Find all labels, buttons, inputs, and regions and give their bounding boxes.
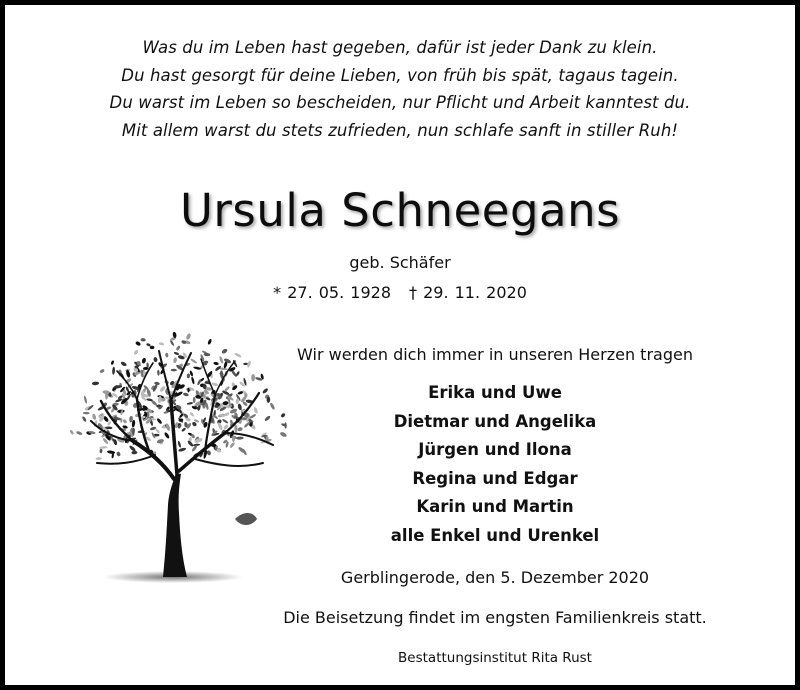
burial-note: Die Beisetzung findet im engsten Familienkreis statt. <box>283 608 707 627</box>
poem-line: Du hast gesorgt für deine Lieben, von früh bis spät, tagaus tagein. <box>121 65 679 85</box>
motto: Wir werden dich immer in unseren Herzen tragen <box>297 345 693 364</box>
poem <box>5 34 795 144</box>
undertaker: Bestattungsinstitut Rita Rust <box>398 650 592 666</box>
deceased-name: Ursula Schneegans <box>179 184 621 237</box>
life-dates <box>5 281 795 305</box>
family-member: Dietmar und Angelika <box>393 411 597 431</box>
family-member: Jürgen und Ilona <box>418 440 572 460</box>
poem-line: Mit allem warst du stets zufrieden, nun schlafe sanft in stiller Ruh! <box>121 120 679 140</box>
poem-line: Du warst im Leben so bescheiden, nur Pflicht und Arbeit kanntest du. <box>109 93 691 112</box>
family-list <box>271 379 719 551</box>
maiden-name: geb. Schäfer <box>349 253 451 272</box>
family-member: alle Enkel und Urenkel <box>390 525 600 545</box>
death-date: † 29. 11. 2020 <box>409 283 527 302</box>
tree-icon <box>45 323 300 588</box>
family-member: Regina und Edgar <box>412 468 578 488</box>
family-member: Erika und Uwe <box>428 383 562 402</box>
family-member: Karin und Martin <box>416 497 574 517</box>
place-date: Gerblingerode, den 5. Dezember 2020 <box>340 568 650 587</box>
birth-date: * 27. 05. 1928 <box>273 283 391 302</box>
poem-line: Was du im Leben hast gegeben, dafür ist jeder Dank zu klein. <box>142 38 658 57</box>
